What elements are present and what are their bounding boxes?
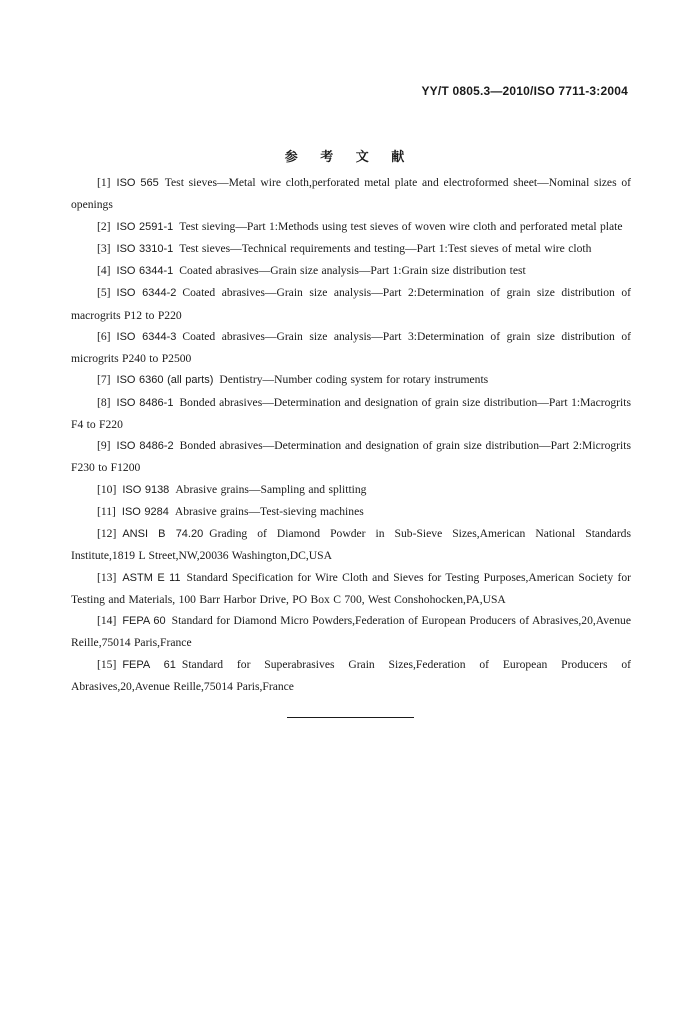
reference-item bbox=[71, 282, 631, 326]
reference-code: ISO 6360 (all parts) bbox=[116, 374, 214, 387]
reference-text: Standard Specification for Wire Cloth and Sieves for Testing Purposes,American Society for Testing and Materials, 100 Barr Harbor Drive, PO Box C 700, West Conshohocken,PA,USA bbox=[71, 570, 631, 606]
reference-number: [5] bbox=[97, 286, 111, 300]
reference-text: Abrasive grains—Sampling and splitting bbox=[175, 482, 367, 496]
reference-number: [11] bbox=[97, 504, 116, 518]
reference-item bbox=[71, 238, 631, 260]
end-rule bbox=[287, 717, 414, 718]
reference-item bbox=[71, 479, 631, 501]
reference-item bbox=[71, 216, 631, 238]
reference-code: ISO 6344-1 bbox=[116, 265, 174, 277]
reference-code: ISO 6344-2 bbox=[116, 287, 177, 300]
reference-text: Coated abrasives—Grain size analysis—Part 2:Determination of grain size distribution of macrogrits P12 to P220 bbox=[71, 286, 631, 322]
reference-code: ISO 3310-1 bbox=[116, 242, 174, 255]
reference-item bbox=[71, 610, 631, 654]
reference-text: Standard for Diamond Micro Powders,Federation of European Producers of Abrasives,20,Avenue Reille,75014 Paris,France bbox=[71, 614, 631, 650]
reference-text: Abrasive grains—Test-sieving machines bbox=[174, 504, 364, 518]
reference-item bbox=[71, 523, 631, 567]
reference-number: [14] bbox=[97, 614, 117, 627]
reference-number: [12] bbox=[97, 527, 117, 540]
reference-text: Standard for Superabrasives Grain Sizes,Federation of European Producers of Abrasives,20,Avenue Reille,75014 Paris,France bbox=[71, 657, 631, 693]
reference-code: FEPA 61 bbox=[122, 658, 176, 671]
reference-code: ISO 8486-1 bbox=[116, 396, 174, 409]
reference-code: ISO 8486-2 bbox=[116, 440, 174, 452]
reference-code: ISO 565 bbox=[116, 177, 159, 189]
reference-text: Test sieves—Technical requirements and testing—Part 1:Test sieves of metal wire cloth bbox=[179, 241, 592, 255]
reference-number: [8] bbox=[97, 395, 111, 409]
reference-code: ISO 9284 bbox=[121, 505, 169, 518]
reference-item bbox=[71, 567, 631, 611]
reference-code: ISO 9138 bbox=[122, 483, 170, 496]
reference-item bbox=[71, 369, 631, 391]
reference-code: ASTM E 11 bbox=[122, 571, 181, 584]
reference-item bbox=[71, 435, 631, 479]
reference-text: Test sieving—Part 1:Methods using test sieves of woven wire cloth and perforated metal plate bbox=[179, 219, 623, 233]
reference-number: [4] bbox=[97, 264, 111, 277]
reference-list bbox=[71, 172, 631, 697]
reference-text: Grading of Diamond Powder in Sub-Sieve Sizes,American National Standards Institute,1819 L Street,NW,20036 Washington,DC,USA bbox=[71, 527, 631, 563]
reference-code: ISO 6344-3 bbox=[116, 330, 177, 343]
reference-number: [6] bbox=[97, 329, 111, 343]
reference-number: [9] bbox=[97, 439, 111, 452]
reference-number: [1] bbox=[97, 176, 111, 189]
reference-item bbox=[71, 260, 631, 282]
reference-code: ANSI B 74.20 bbox=[122, 528, 204, 540]
reference-item bbox=[71, 392, 631, 436]
reference-number: [10] bbox=[97, 482, 117, 496]
reference-number: [2] bbox=[97, 219, 111, 233]
reference-code: FEPA 60 bbox=[122, 615, 166, 627]
reference-text: Bonded abrasives—Determination and designation of grain size distribution—Part 2:Microgrits F230 to F1200 bbox=[71, 439, 631, 475]
reference-text: Coated abrasives—Grain size analysis—Part 3:Determination of grain size distribution of microgrits P240 to P2500 bbox=[71, 329, 631, 365]
reference-item bbox=[71, 326, 631, 370]
reference-code: ISO 2591-1 bbox=[116, 220, 174, 233]
reference-text: Coated abrasives—Grain size analysis—Part 1:Grain size distribution test bbox=[179, 264, 526, 277]
reference-text: Dentistry—Number coding system for rotary instruments bbox=[219, 373, 489, 387]
section-title: 参 考 文 献 bbox=[284, 150, 414, 165]
reference-number: [3] bbox=[97, 241, 111, 255]
reference-number: [13] bbox=[97, 570, 117, 584]
reference-number: [15] bbox=[97, 657, 117, 671]
reference-number: [7] bbox=[97, 373, 111, 387]
reference-item bbox=[71, 501, 631, 523]
reference-item bbox=[71, 654, 631, 698]
standard-number: YY/T 0805.3—2010/ISO 7711-3:2004 bbox=[421, 84, 628, 98]
reference-text: Test sieves—Metal wire cloth,perforated metal plate and electroformed sheet—Nominal sizes of openings bbox=[71, 176, 632, 212]
reference-text: Bonded abrasives—Determination and designation of grain size distribution—Part 1:Macrogrits F4 to F220 bbox=[71, 395, 631, 431]
reference-item bbox=[71, 172, 631, 216]
